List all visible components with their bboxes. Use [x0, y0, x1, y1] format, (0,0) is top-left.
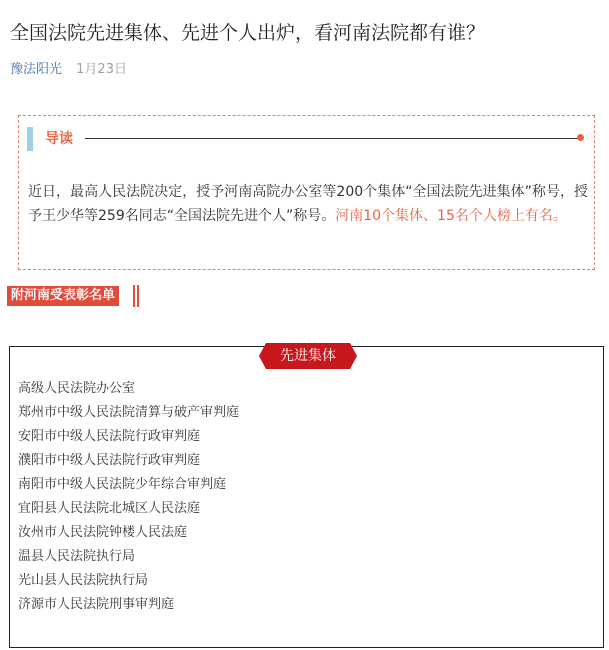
article-title: 全国法院先进集体、先进个人出炉，看河南法院都有谁？	[10, 22, 486, 44]
list-item: 濮阳市中级人民法院行政审判庭	[18, 453, 201, 468]
intro-divider	[85, 138, 579, 139]
intro-highlight: 河南10个集体、15名个人榜上有名。	[335, 208, 567, 224]
intro-accent-bar	[27, 127, 33, 151]
honor-list-box	[9, 346, 604, 648]
section-tag: 附河南受表彰名单	[7, 286, 119, 306]
section-tag-bars-icon	[133, 285, 141, 307]
list-item: 安阳市中级人民法院行政审判庭	[18, 429, 201, 444]
list-item: 高级人民法院办公室	[18, 381, 136, 396]
list-item: 济源市人民法院刑事审判庭	[18, 597, 175, 612]
list-item	[18, 521, 239, 545]
intro-dot-icon	[577, 134, 584, 141]
article-meta	[10, 61, 127, 79]
intro-heading: 导读	[45, 131, 73, 147]
list-item: 郑州市中级人民法院清算与破产审判庭	[18, 405, 240, 420]
list-item: 宜阳县人民法院北城区人民法庭	[18, 501, 201, 516]
list-item: 南阳市中级人民法院少年综合审判庭	[18, 477, 227, 492]
intro-paragraph	[28, 180, 588, 228]
publish-date: 1月23日	[76, 62, 127, 77]
author-link[interactable]: 豫法阳光	[10, 62, 63, 77]
list-item: 温县人民法院执行局	[18, 549, 136, 564]
list-banner: 先进集体	[266, 343, 350, 369]
intro-box	[18, 115, 595, 270]
intro-text: 近日，最高人民法院决定，授予河南高院办公室等200个集体“全国法院先进集体”称号，授予王少华等259名同志“全国法院先进个人”称号。	[28, 184, 588, 224]
list-item: 光山县人民法院执行局	[18, 573, 149, 588]
unit-list	[18, 377, 239, 617]
highlighted-item-box: 汝州市人民法院钟楼人民法庭	[18, 525, 188, 540]
